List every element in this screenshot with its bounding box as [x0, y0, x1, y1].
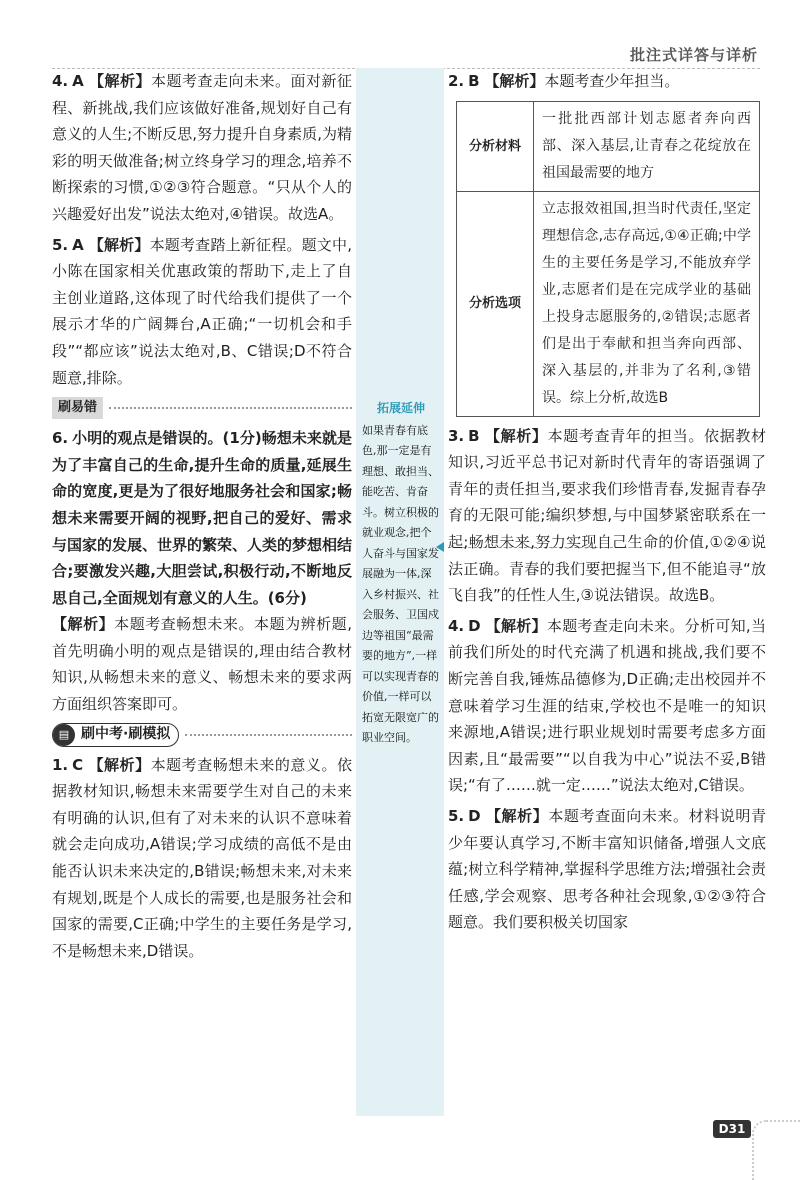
extension-note: [362, 398, 440, 749]
analysis-text: 本题考查面向未来。材料说明青少年要认真学习,不断丰富知识储备,增强人文底蕴;树立科学精神,掌握科学思维方法;增强社会责任感,学会观察、思考各种社会现象,①②③符合题意。我们要积极关切国家: [448, 806, 766, 932]
table-row: [457, 191, 760, 416]
item-number: 1.: [52, 755, 69, 774]
row-content: 一批批西部计划志愿者奔向西部、深入基层,让青春之花绽放在祖国最需要的地方: [534, 101, 760, 191]
item-number: 2.: [448, 72, 465, 90]
analysis-tag: 【解析】: [485, 426, 548, 445]
answer-item-2: [448, 68, 766, 95]
book-icon: ▤: [53, 724, 75, 746]
section-label: 刷中考·刷模拟: [81, 726, 171, 743]
analysis-text: 本题考查走向未来。分析可知,当前我们所处的时代充满了机遇和挑战,我们要不断完善自我,锤炼品德修为,D正确;走出校园并不意味着学习生涯的结束,学校也不是唯一的知识来源地,A错误;进行职业规划时需要考虑多方面因素,且“最需要”“以自我为中心”说法不妥,B错误;“有了……就一定……”说法太绝对,C错误。: [448, 616, 766, 795]
analysis-text: 本题考查畅想未来的意义。依据教材知识,畅想未来需要学生对自己的未来有明确的认识,但有了对未来的认识不意味着就会走向成功,A错误;学习成绩的高低不是由能否认识未来决定的,B错误;畅想未来,对未来有规划,既是个人成长的需要,也是服务社会和国家的需要,C正确;中学生的主要任务是学习,不是畅想未来,D错误。: [52, 755, 352, 960]
analysis-tag: 【解析】: [485, 806, 549, 825]
left-column: [52, 68, 352, 964]
page-header: 批注式详答与详析: [629, 46, 758, 64]
answer-item-4: [52, 68, 352, 228]
answer-letter: D: [468, 616, 481, 635]
answer-item-1: [52, 752, 352, 965]
page-number: D31: [713, 1120, 751, 1138]
dotted-rule: [185, 734, 352, 736]
row-header: 分析选项: [457, 191, 534, 416]
item-number: 3.: [448, 426, 465, 445]
answer-letter: A: [72, 235, 84, 254]
analysis-text: 本题考查青年的担当。依据教材知识,习近平总书记对新时代青年的寄语强调了青年的责任担当,要求我们珍惜青春,发掘青春孕育的无限可能;编织梦想,与中国梦紧密联系在一起;畅想未来,努力实现自己生命的价值,①②④说法正确。青春的我们要把握当下,但不能追寻“放飞自我”的任性人生,③说法错误。故选B。: [448, 426, 766, 605]
right-column: [448, 68, 766, 936]
analysis-tag: 【解析】: [484, 72, 545, 90]
answer-letter: B: [468, 72, 480, 90]
analysis-text: 本题考查畅想未来。本题为辨析题,首先明确小明的观点是错误的,理由结合教材知识,从畅想未来的意义、畅想未来的要求两方面组织答案即可。: [52, 615, 352, 714]
model-answer: 小明的观点是错误的。(1分)畅想未来就是为了丰富自己的生命,提升生命的质量,延展生命的宽度,更是为了很好地服务社会和国家;畅想未来需要开阔的视野,把自己的爱好、需求与国家的发展、世界的繁荣、人类的梦想相结合;要激发兴趣,大胆尝试,积极行动,不断地反思自己,全面规划有意义的人生。(6分): [52, 429, 353, 607]
row-header: 分析材料: [457, 101, 534, 191]
item-number: 4.: [52, 72, 69, 90]
section-badge: [52, 723, 179, 747]
item-number: 4.: [448, 616, 465, 635]
answer-letter: B: [468, 426, 480, 445]
answer-item-4-right: [448, 613, 766, 799]
analysis-text: 本题考查踏上新征程。题文中,小陈在国家相关优惠政策的帮助下,走上了自主创业道路,这体现了时代给我们提供了一个展示才华的广阔舞台,A正确;“一切机会和手段”“都应该”说法太绝对,B、C错误;D不符合题意,排除。: [52, 235, 352, 387]
item-number: 5.: [52, 235, 69, 254]
item-number: 6.: [52, 429, 69, 448]
analysis-tag: 【解析】: [485, 616, 547, 635]
answer-letter: D: [468, 806, 481, 825]
extension-text: 如果青春有底色,那一定是有理想、敢担当、能吃苦、肯奋斗。树立积极的就业观念,把个人奋斗与国家发展融为一体,深入乡村振兴、社会服务、卫国戍边等祖国“最需要的地方”,一样可以实现青春的价值,一样可以拓宽无限宽广的职业空间。: [362, 423, 439, 744]
analysis-table: [456, 101, 760, 417]
answer-item-5: [52, 232, 352, 392]
analysis-tag: 【解析】: [88, 235, 150, 254]
dotted-rule: [109, 407, 352, 409]
analysis-text: 本题考查走向未来。面对新征程、新挑战,我们应该做好准备,规划好自己有意义的人生;不断反思,努力提升自身素质,为精彩的明天做准备;树立终身学习的理念,培养不断探索的习惯,①②③符合题意。“只从个人的兴趣爱好出发”说法太绝对,④错误。故选A。: [52, 72, 352, 223]
row-content: 立志报效祖国,担当时代责任,坚定理想信念,志存高远,①④正确;中学生的主要任务是学习,不能放弃学业,志愿者们是在完成学业的基础上投身志愿服务的,②错误;志愿者们是出于奉献和担当奔向西部、深入基层的,并非为了名利,③错误。综上分析,故选B: [534, 191, 760, 416]
section-label: 刷易错: [52, 397, 103, 419]
section-exam-mock: [52, 724, 352, 746]
answer-letter: A: [72, 72, 84, 90]
analysis-text: 本题考查少年担当。: [544, 72, 680, 90]
section-error-prone: [52, 397, 352, 419]
analysis-tag: 【解析】: [52, 615, 115, 634]
item-number: 5.: [448, 806, 465, 825]
answer-item-5-right: [448, 803, 766, 936]
answer-item-6-analysis: [52, 611, 352, 717]
table-row: [457, 101, 760, 191]
extension-title: 拓展延伸: [376, 401, 425, 415]
corner-decoration: [752, 1120, 800, 1180]
analysis-tag: 【解析】: [89, 72, 152, 90]
answer-item-3: [448, 423, 766, 609]
answer-item-6: [52, 425, 352, 611]
analysis-tag: 【解析】: [88, 755, 151, 774]
answer-letter: C: [72, 755, 84, 774]
